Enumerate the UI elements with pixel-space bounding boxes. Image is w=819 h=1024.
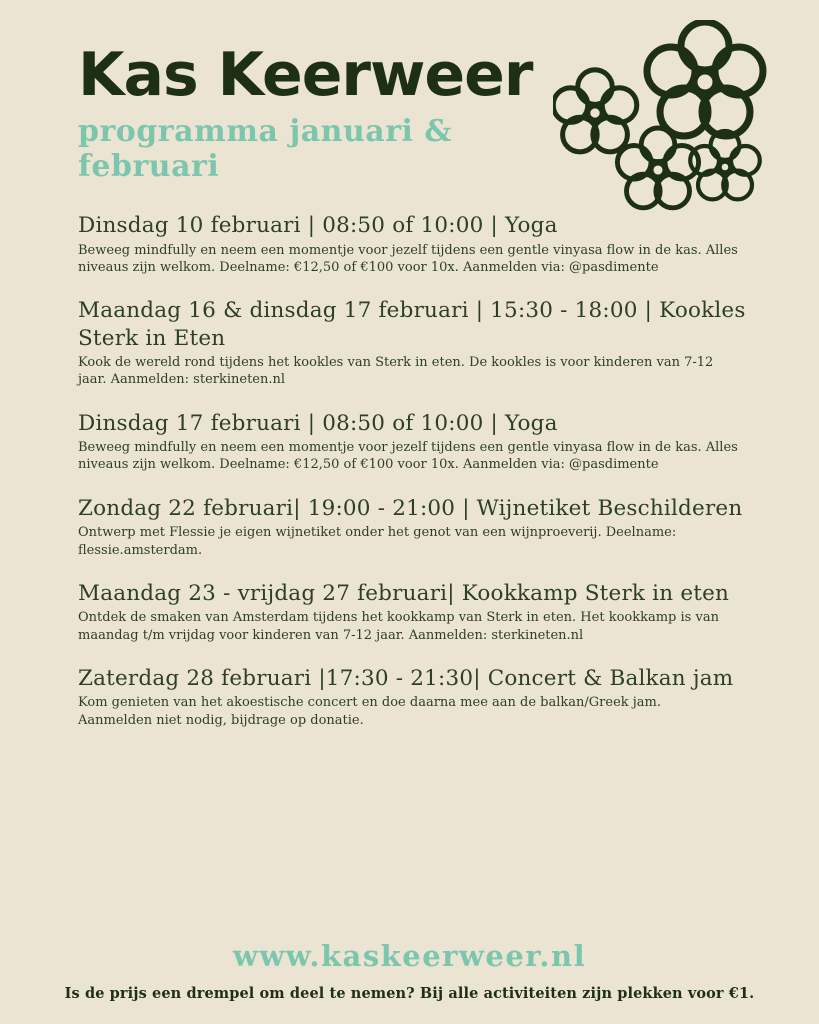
footer-note: Is de prijs een drempel om deel te nemen? Bij alle activiteiten zijn plekken voor €1.	[64, 985, 755, 1002]
event-title: Maandag 16 & dinsdag 17 februari | 15:30 - 18:00 | Kookles Sterk in Eten	[78, 298, 746, 351]
list-item	[78, 410, 747, 474]
event-title: Maandag 23 - vrijdag 27 februari| Kookkamp Sterk in eten	[78, 580, 730, 606]
poster-header	[0, 0, 819, 200]
event-description: Kook de wereld rond tijdens het kookles van Sterk in eten. De kookles is voor kinderen van 7-12 jaar. Aanmelden: sterkineten.nl	[78, 355, 714, 388]
event-description: Ontwerp met Flessie je eigen wijnetiket onder het genot van een wijnproeverij. Deelname: flessie.amsterdam.	[78, 525, 677, 558]
event-description: Ontdek de smaken van Amsterdam tijdens het kookkamp van Sterk in eten. Het kookkamp is van maandag t/m vrijdag voor kinderen van 7-12 jaar. Aanmelden: sterkineten.nl	[78, 610, 719, 643]
list-item	[78, 580, 747, 644]
poster-footer	[0, 939, 819, 1002]
program-list	[0, 200, 819, 729]
event-title: Zondag 22 februari| 19:00 - 21:00 | Wijnetiket Beschilderen	[78, 495, 743, 521]
event-description: Kom genieten van het akoestische concert en doe daarna mee aan de balkan/Greek jam. Aanmelden niet nodig, bijdrage op donatie.	[78, 695, 662, 728]
page-subtitle: programma januari & februari	[78, 114, 452, 184]
event-title: Dinsdag 17 februari | 08:50 of 10:00 | Yoga	[78, 410, 558, 436]
list-item	[78, 665, 747, 729]
page-title: Kas Keerweer	[78, 40, 533, 110]
website-link[interactable]: www.kaskeerweer.nl	[232, 939, 587, 973]
event-description: Beweeg mindfully en neem een momentje voor jezelf tijdens een gentle vinyasa flow in de kas. Alles niveaus zijn welkom. Deelname: €12,50 of €100 voor 10x. Aanmelden via: @pasdimente	[78, 440, 738, 473]
list-item	[78, 297, 747, 389]
event-title: Dinsdag 10 februari | 08:50 of 10:00 | Yoga	[78, 213, 558, 238]
list-item	[78, 495, 747, 559]
event-title: Zaterdag 28 februari |17:30 - 21:30| Concert & Balkan jam	[78, 665, 734, 691]
event-description: Beweeg mindfully en neem een momentje voor jezelf tijdens een gentle vinyasa flow in de kas. Alles niveaus zijn welkom. Deelname: €12,50 of €100 voor 10x. Aanmelden via: @pasdimente	[78, 242, 738, 275]
